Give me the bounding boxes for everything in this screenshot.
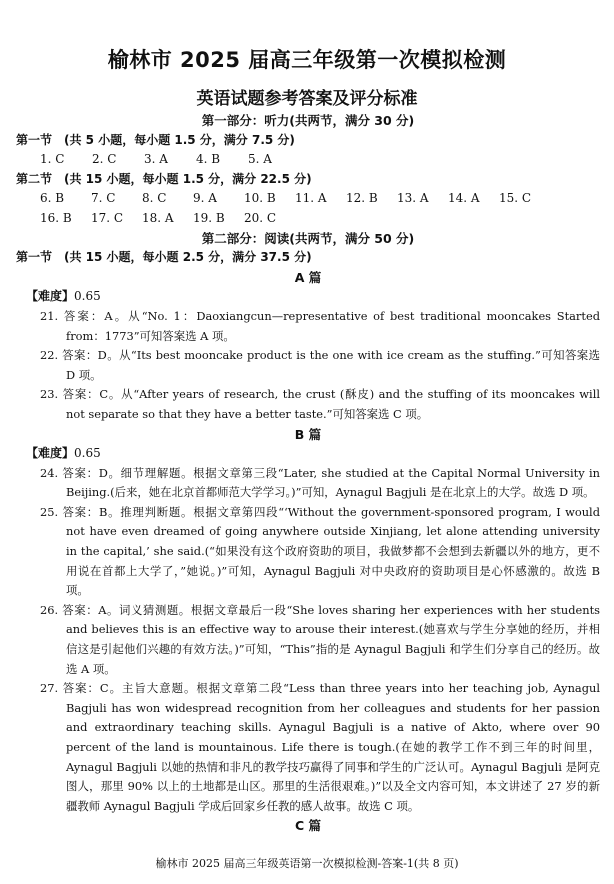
answer-item: 20. C <box>244 210 277 225</box>
answer-item: 4. B <box>196 152 221 167</box>
page-title: 榆林市 2025 届高三年级第一次模拟检测 <box>107 48 507 72</box>
difficulty-label: 【难度】 <box>26 446 75 461</box>
answer-item: 15. C <box>499 191 532 206</box>
part1-section2-heading: 第二节 (共 15 小题，每小题 1.5 分，满分 22.5 分) <box>16 171 312 186</box>
answer-item: 10. B <box>244 191 276 206</box>
question-27: 27. 答案：C。主旨大意题。根据文章第二段“Less than three years into her teaching job, Aynagul Bagjuli has won widespread recognition from her colleagues and students for her passion and extraordinary teaching skills. Aynagul Bagjuli is a native of Akto, where over 90 percent of the land is mountainous. Life there is tough.(在她的教学工作不到三年的时间里，Aynagul Bagjuli 以她的热情和非凡的教学技巧赢得了同事和学生的广泛认可。Aynagul Bagjuli 是阿克图人，那里 90% 以上的土地都是山区。那里的生活很艰难。)”以及全文内容可知，本文讲述了 27 岁的新疆教师 Aynagul Bagjuli 学成后回家乡任教的感人故事。故选 C 项。 <box>40 681 600 813</box>
answer-item: 11. A <box>295 191 327 206</box>
answer-item: 2. C <box>92 152 117 167</box>
answer-item: 19. B <box>193 210 225 225</box>
answer-item: 16. B <box>40 210 72 225</box>
part2-section1-heading: 第一节 (共 15 小题，每小题 2.5 分，满分 37.5 分) <box>16 250 312 265</box>
passage-a-label: A 篇 <box>294 269 322 285</box>
listening-answers-row1 <box>16 150 600 170</box>
question-25: 25. 答案：B。推理判断题。根据文章第四段“‘Without the government-sponsored program, I would not have even dreamed of going anywhere outside Xinjiang, let alone attending university in the capital,’ she said.(“如果没有这个政府资助的项目，我做梦都不会想到去新疆以外的地方，更不用说在首都上大学了，”她说。)”可知，Aynagul Bagjuli 对中央政府的资助项目是心怀感激的。故选 B 项。 <box>40 504 600 598</box>
question-23: 23. 答案：C。从“After years of research, the crust (酥皮) and the stuffing of its mooncakes will not separate so that they have a better taste.”可知答案选 C 项。 <box>40 387 600 421</box>
passage-a-difficulty <box>16 287 600 307</box>
page-footer: 榆林市 2025 届高三年级英语第一次模拟检测-答案-1(共 8 页) <box>155 857 459 870</box>
part1-section1-heading: 第一节 (共 5 小题，每小题 1.5 分，满分 7.5 分) <box>16 132 295 147</box>
part2-heading: 第二部分：阅读(共两节，满分 50 分) <box>201 230 415 246</box>
difficulty-value: 0.65 <box>74 446 101 461</box>
question-24: 24. 答案：D。细节理解题。根据文章第三段“Later, she studied at the Capital Normal University in Beijing.(后来，她在北京首都师范大学学习。)”可知，Aynagul Bagjuli 是在北京上的大学。故选 D 项。 <box>40 465 600 500</box>
answer-item: 6. B <box>40 191 65 206</box>
question-22: 22. 答案：D。从“Its best mooncake product is the one with ice cream as the stuffing.”可知答案选 D 项。 <box>40 348 600 382</box>
answer-item: 7. C <box>91 191 116 206</box>
listening-answers-row2 <box>16 189 600 209</box>
question-26: 26. 答案：A。词义猜测题。根据文章最后一段“She loves sharing her experiences with her students and believes this is an effective way to arouse their interest.(她喜欢与学生分享她的经历，并相信这是引起他们兴趣的有效方法。)”可知，“This”指的是 Aynagul Bagjuli 和学生们分享自己的经历。故选 A 项。 <box>40 602 600 676</box>
answer-item: 12. B <box>346 191 378 206</box>
answer-item: 9. A <box>193 191 217 206</box>
answer-item: 13. A <box>397 191 429 206</box>
difficulty-label: 【难度】 <box>26 289 75 304</box>
listening-answers-row3 <box>16 209 600 229</box>
page-content <box>16 111 600 836</box>
page-subtitle: 英语试题参考答案及评分标准 <box>196 89 418 109</box>
question-21: 21. 答案：A。从“No. 1：Daoxiangcun—representative of best traditional mooncakes Started from：1773”可知答案选 A 项。 <box>40 308 600 343</box>
difficulty-value: 0.65 <box>74 289 101 304</box>
part1-heading: 第一部分：听力(共两节，满分 30 分) <box>201 113 415 128</box>
answer-item: 1. C <box>40 152 65 167</box>
passage-b-label: B 篇 <box>294 426 322 442</box>
passage-c-label: C 篇 <box>294 818 322 834</box>
answer-item: 17. C <box>91 210 124 225</box>
answer-item: 3. A <box>144 152 168 167</box>
answer-item: 5. A <box>248 152 272 167</box>
answer-item: 14. A <box>448 191 480 206</box>
answer-item: 18. A <box>142 210 174 225</box>
passage-b-difficulty <box>16 444 600 464</box>
answer-item: 8. C <box>142 191 167 206</box>
